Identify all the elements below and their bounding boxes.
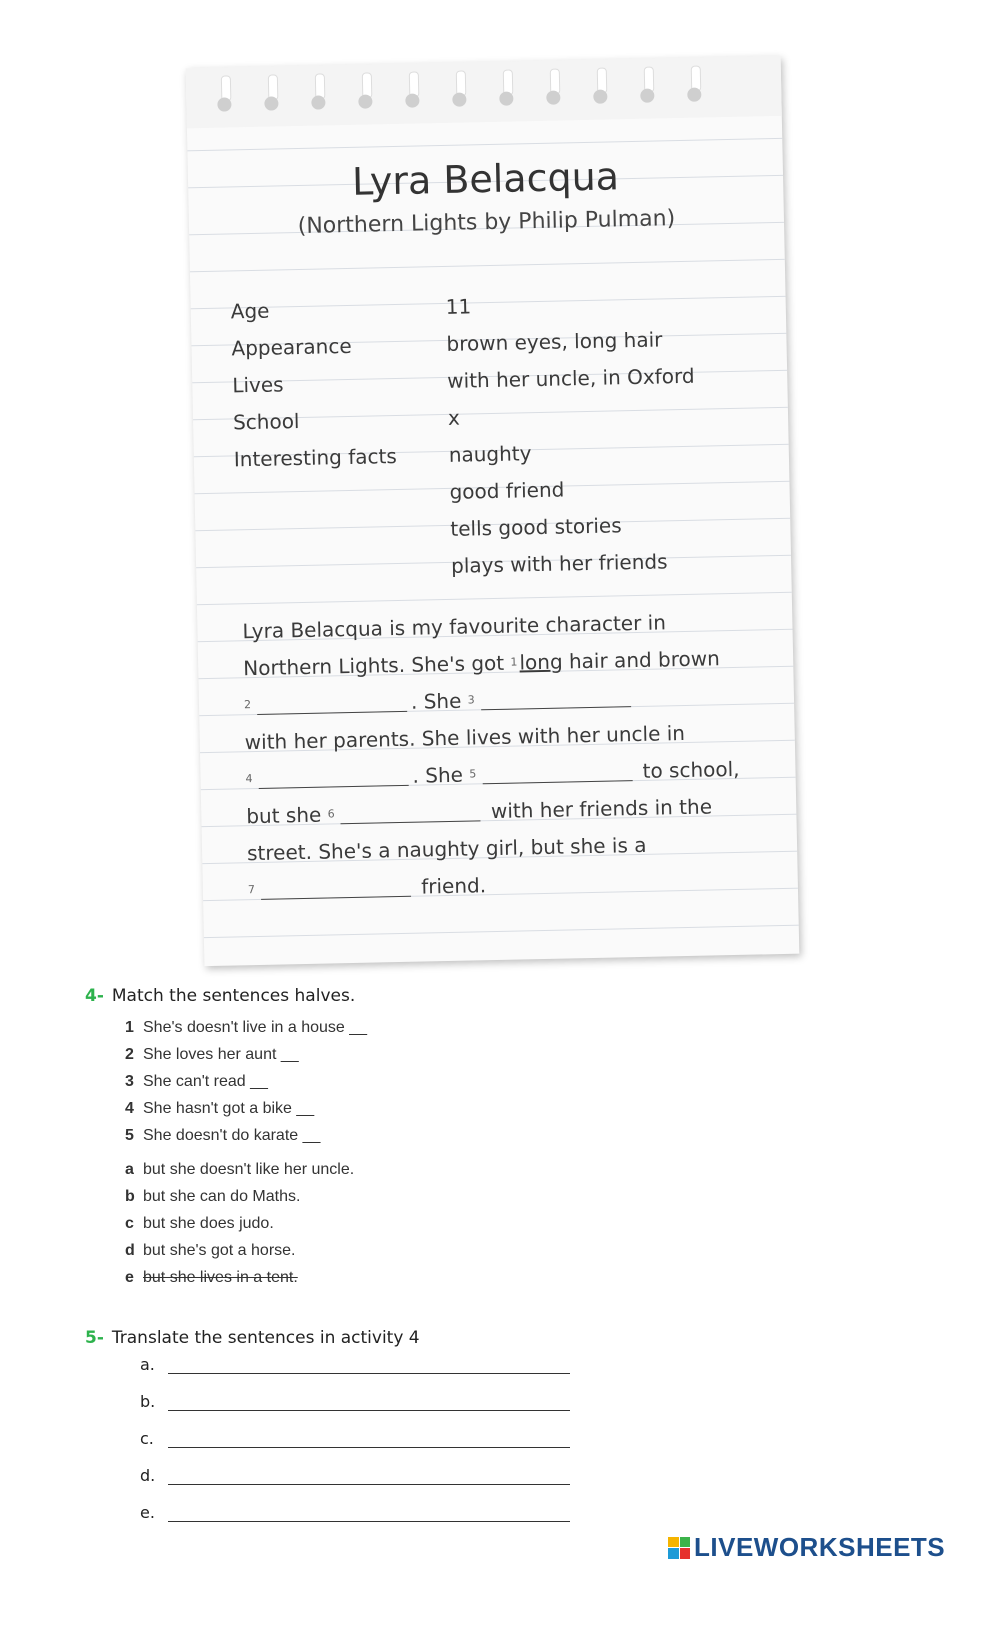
fact-value: brown eyes, long hair <box>446 326 663 356</box>
fact-label: Interesting facts <box>233 443 397 471</box>
item-number: 5 <box>125 1126 134 1144</box>
spiral-rings <box>214 65 707 115</box>
item-letter: c <box>125 1214 134 1232</box>
item-text: but she does judo. <box>143 1214 274 1232</box>
logo-icon <box>668 1537 690 1559</box>
para-text: friend. <box>420 872 487 899</box>
fact-value: naughty <box>448 440 532 467</box>
character-title: Lyra Belacqua <box>351 154 620 204</box>
gap-number: 1 <box>510 655 518 669</box>
gap-blank-5[interactable] <box>482 760 632 784</box>
fact-value: x <box>447 405 461 430</box>
sentence-beginnings <box>125 1014 367 1149</box>
gap-number: 6 <box>327 807 335 821</box>
line-letter: a. <box>140 1355 155 1374</box>
fact-label: Lives <box>232 371 284 397</box>
list-item <box>125 1068 367 1095</box>
fact-label: Age <box>230 298 270 323</box>
line-letter: c. <box>140 1429 154 1448</box>
fact-extra: good friend <box>449 476 565 504</box>
gap-fill-paragraph <box>242 601 768 908</box>
item-text: but she's got a horse. <box>143 1241 296 1259</box>
para-text: Northern Lights. She's got <box>242 650 505 680</box>
list-item <box>125 1122 367 1149</box>
answer-line[interactable] <box>168 1446 570 1448</box>
translation-line <box>140 1348 570 1374</box>
activity-number: 4- <box>85 986 104 1006</box>
activity-number: 5- <box>85 1328 104 1348</box>
item-text: She doesn't do karate __ <box>143 1126 321 1144</box>
gap-number: 2 <box>243 698 252 712</box>
fact-extra: tells good stories <box>450 512 622 541</box>
activity-4-heading <box>85 986 355 1006</box>
fact-extra: plays with her friends <box>450 548 668 578</box>
list-item <box>125 1014 367 1041</box>
line-letter: e. <box>140 1503 155 1522</box>
character-notepad <box>186 56 800 966</box>
ring-icon <box>543 68 566 108</box>
list-item <box>125 1183 354 1210</box>
gap-blank-7[interactable] <box>261 876 411 900</box>
para-text: with her parents. She lives with her uncle in <box>244 720 686 754</box>
answer-line[interactable] <box>168 1520 570 1522</box>
ring-icon <box>449 70 472 110</box>
gap-number: 3 <box>467 693 475 707</box>
para-text: to school, <box>642 756 740 783</box>
ring-icon <box>355 72 378 112</box>
translation-line <box>140 1459 570 1485</box>
line-letter: d. <box>140 1466 156 1485</box>
para-text: . She <box>410 688 462 714</box>
item-letter: a <box>125 1160 134 1178</box>
ring-icon <box>308 73 331 113</box>
brand-name: LIVEWORKSHEETS <box>694 1532 946 1562</box>
fact-table <box>230 282 756 589</box>
gap-blank-4[interactable] <box>258 765 408 789</box>
list-item <box>125 1041 367 1068</box>
list-item <box>125 1237 354 1264</box>
activity-instruction: Match the sentences halves. <box>111 986 356 1006</box>
notepad-binding <box>186 56 782 128</box>
item-text: She can't read __ <box>143 1072 268 1090</box>
character-subtitle: (Northern Lights by Philip Pulman) <box>297 206 676 240</box>
activity-5-heading <box>85 1328 420 1348</box>
sentence-endings <box>125 1156 354 1291</box>
translation-line <box>140 1422 570 1448</box>
list-item <box>125 1210 354 1237</box>
item-text: but she doesn't like her uncle. <box>143 1160 355 1178</box>
answer-line[interactable] <box>168 1372 570 1374</box>
ring-icon <box>590 67 613 107</box>
item-number: 1 <box>125 1018 134 1036</box>
ring-icon <box>684 65 707 105</box>
line-letter: b. <box>140 1392 156 1411</box>
list-item <box>125 1156 354 1183</box>
ring-icon <box>214 75 237 115</box>
activity-instruction: Translate the sentences in activity 4 <box>111 1328 420 1348</box>
ring-icon <box>261 74 284 114</box>
item-letter: d <box>125 1241 135 1259</box>
gap-number: 7 <box>247 883 256 897</box>
gap-blank-6[interactable] <box>340 800 480 824</box>
gap-blank-2[interactable] <box>257 691 407 715</box>
ring-icon <box>496 69 519 109</box>
fact-label: Appearance <box>231 333 352 360</box>
fact-value: with her uncle, in Oxford <box>447 363 695 393</box>
gap-number: 4 <box>245 772 253 786</box>
item-number: 2 <box>125 1045 134 1063</box>
para-text: street. She's a naughty girl, but she is a <box>246 832 647 865</box>
fact-label: School <box>232 408 300 434</box>
answer-line[interactable] <box>168 1409 570 1411</box>
para-text: with her friends in the <box>490 793 713 823</box>
ring-icon <box>402 71 425 111</box>
item-text: but she can do Maths. <box>143 1187 301 1205</box>
para-text: . She <box>412 762 464 788</box>
ring-icon <box>637 66 660 106</box>
item-text: but she lives in a tent. <box>143 1268 298 1286</box>
example-answer: long <box>519 649 563 674</box>
list-item <box>125 1095 367 1122</box>
item-number: 4 <box>125 1099 134 1117</box>
item-letter: e <box>125 1268 134 1286</box>
answer-line[interactable] <box>168 1483 570 1485</box>
para-text: but she <box>246 802 322 828</box>
item-text: She's doesn't live in a house __ <box>143 1018 368 1036</box>
list-item <box>125 1264 354 1291</box>
translation-line <box>140 1496 570 1522</box>
para-text: hair and brown <box>568 645 720 673</box>
item-text: She hasn't got a bike __ <box>143 1099 315 1117</box>
translation-line <box>140 1385 570 1411</box>
fact-value: 11 <box>445 293 472 319</box>
item-letter: b <box>125 1187 135 1205</box>
liveworksheets-logo <box>668 1532 945 1563</box>
gap-blank-3[interactable] <box>480 686 630 710</box>
item-text: She loves her aunt __ <box>143 1045 299 1063</box>
gap-number: 5 <box>469 767 477 781</box>
item-number: 3 <box>125 1072 134 1090</box>
para-text: Lyra Belacqua is my favourite character in <box>242 609 667 643</box>
